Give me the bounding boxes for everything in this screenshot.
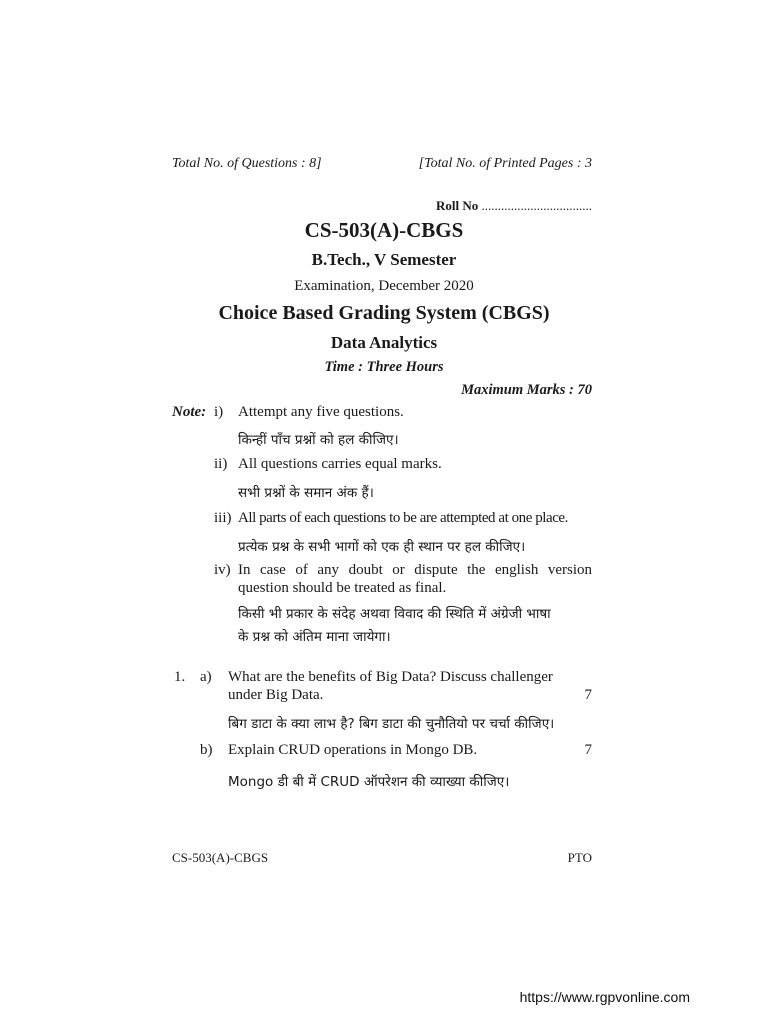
note-text-1: Attempt any five questions. <box>238 404 404 420</box>
question-hindi: Mongo डी बी में CRUD ऑपरेशन की व्याख्या कीजिए। <box>228 774 510 790</box>
note-num-3: iii) <box>214 510 232 526</box>
note-text-2: All questions carries equal marks. <box>238 456 442 472</box>
exam-time: Time : Three Hours <box>324 359 444 375</box>
question-text: Explain CRUD operations in Mongo DB. <box>228 742 478 758</box>
note-hindi-1: किन्हीं पाँच प्रश्नों को हल कीजिए। <box>238 432 399 448</box>
website-watermark[interactable]: https://www.rgpvonline.com <box>519 989 690 1005</box>
question-text-cont: under Big Data. <box>228 687 324 703</box>
roll-dots: .................................. <box>481 198 592 213</box>
grading-system: Choice Based Grading System (CBGS) <box>218 302 550 324</box>
question-marks: 7 <box>584 687 592 703</box>
question-part-label: a) <box>200 669 212 685</box>
footer-paper-code: CS-503(A)-CBGS <box>172 850 269 865</box>
course-title: B.Tech., V Semester <box>311 250 457 269</box>
question-part-label: b) <box>200 742 213 758</box>
total-pages: [Total No. of Printed Pages : 3 <box>418 156 592 171</box>
note-hindi-2: सभी प्रश्नों के समान अंक हैं। <box>238 485 374 501</box>
question-hindi: बिग डाटा के क्या लाभ है? बिग डाटा की चुनौतियो पर चर्चा कीजिए। <box>228 716 555 732</box>
question-text: What are the benefits of Big Data? Discuss challenger <box>228 669 553 685</box>
roll-label: Roll No <box>436 198 479 213</box>
exam-date: Examination, December 2020 <box>294 278 474 294</box>
paper-code: CS-503(A)-CBGS <box>304 218 464 242</box>
note-num-4: iv) <box>214 562 231 578</box>
note-num-1: i) <box>214 404 224 420</box>
subject-title: Data Analytics <box>330 333 438 352</box>
note-text-4-line2: question should be treated as final. <box>238 580 447 596</box>
note-hindi-3: प्रत्येक प्रश्न के सभी भागों को एक ही स्थान पर हल कीजिए। <box>238 539 526 555</box>
note-text-3: All parts of each questions to be are attempted at one place. <box>238 510 568 526</box>
note-hindi-4-line2: के प्रश्न को अंतिम माना जायेगा। <box>238 629 391 645</box>
question-marks: 7 <box>584 742 592 758</box>
total-questions: Total No. of Questions : 8] <box>172 156 322 171</box>
note-label: Note: <box>172 404 207 420</box>
footer-pto: PTO <box>567 850 592 865</box>
maximum-marks: Maximum Marks : 70 <box>461 382 592 398</box>
note-num-2: ii) <box>214 456 228 472</box>
note-text-4-line1: In case of any doubt or dispute the english version <box>238 562 592 578</box>
question-number: 1. <box>174 669 186 685</box>
note-hindi-4-line1: किसी भी प्रकार के संदेह अथवा विवाद की स्थिति में अंग्रेजी भाषा <box>238 606 551 622</box>
roll-number <box>400 198 592 214</box>
